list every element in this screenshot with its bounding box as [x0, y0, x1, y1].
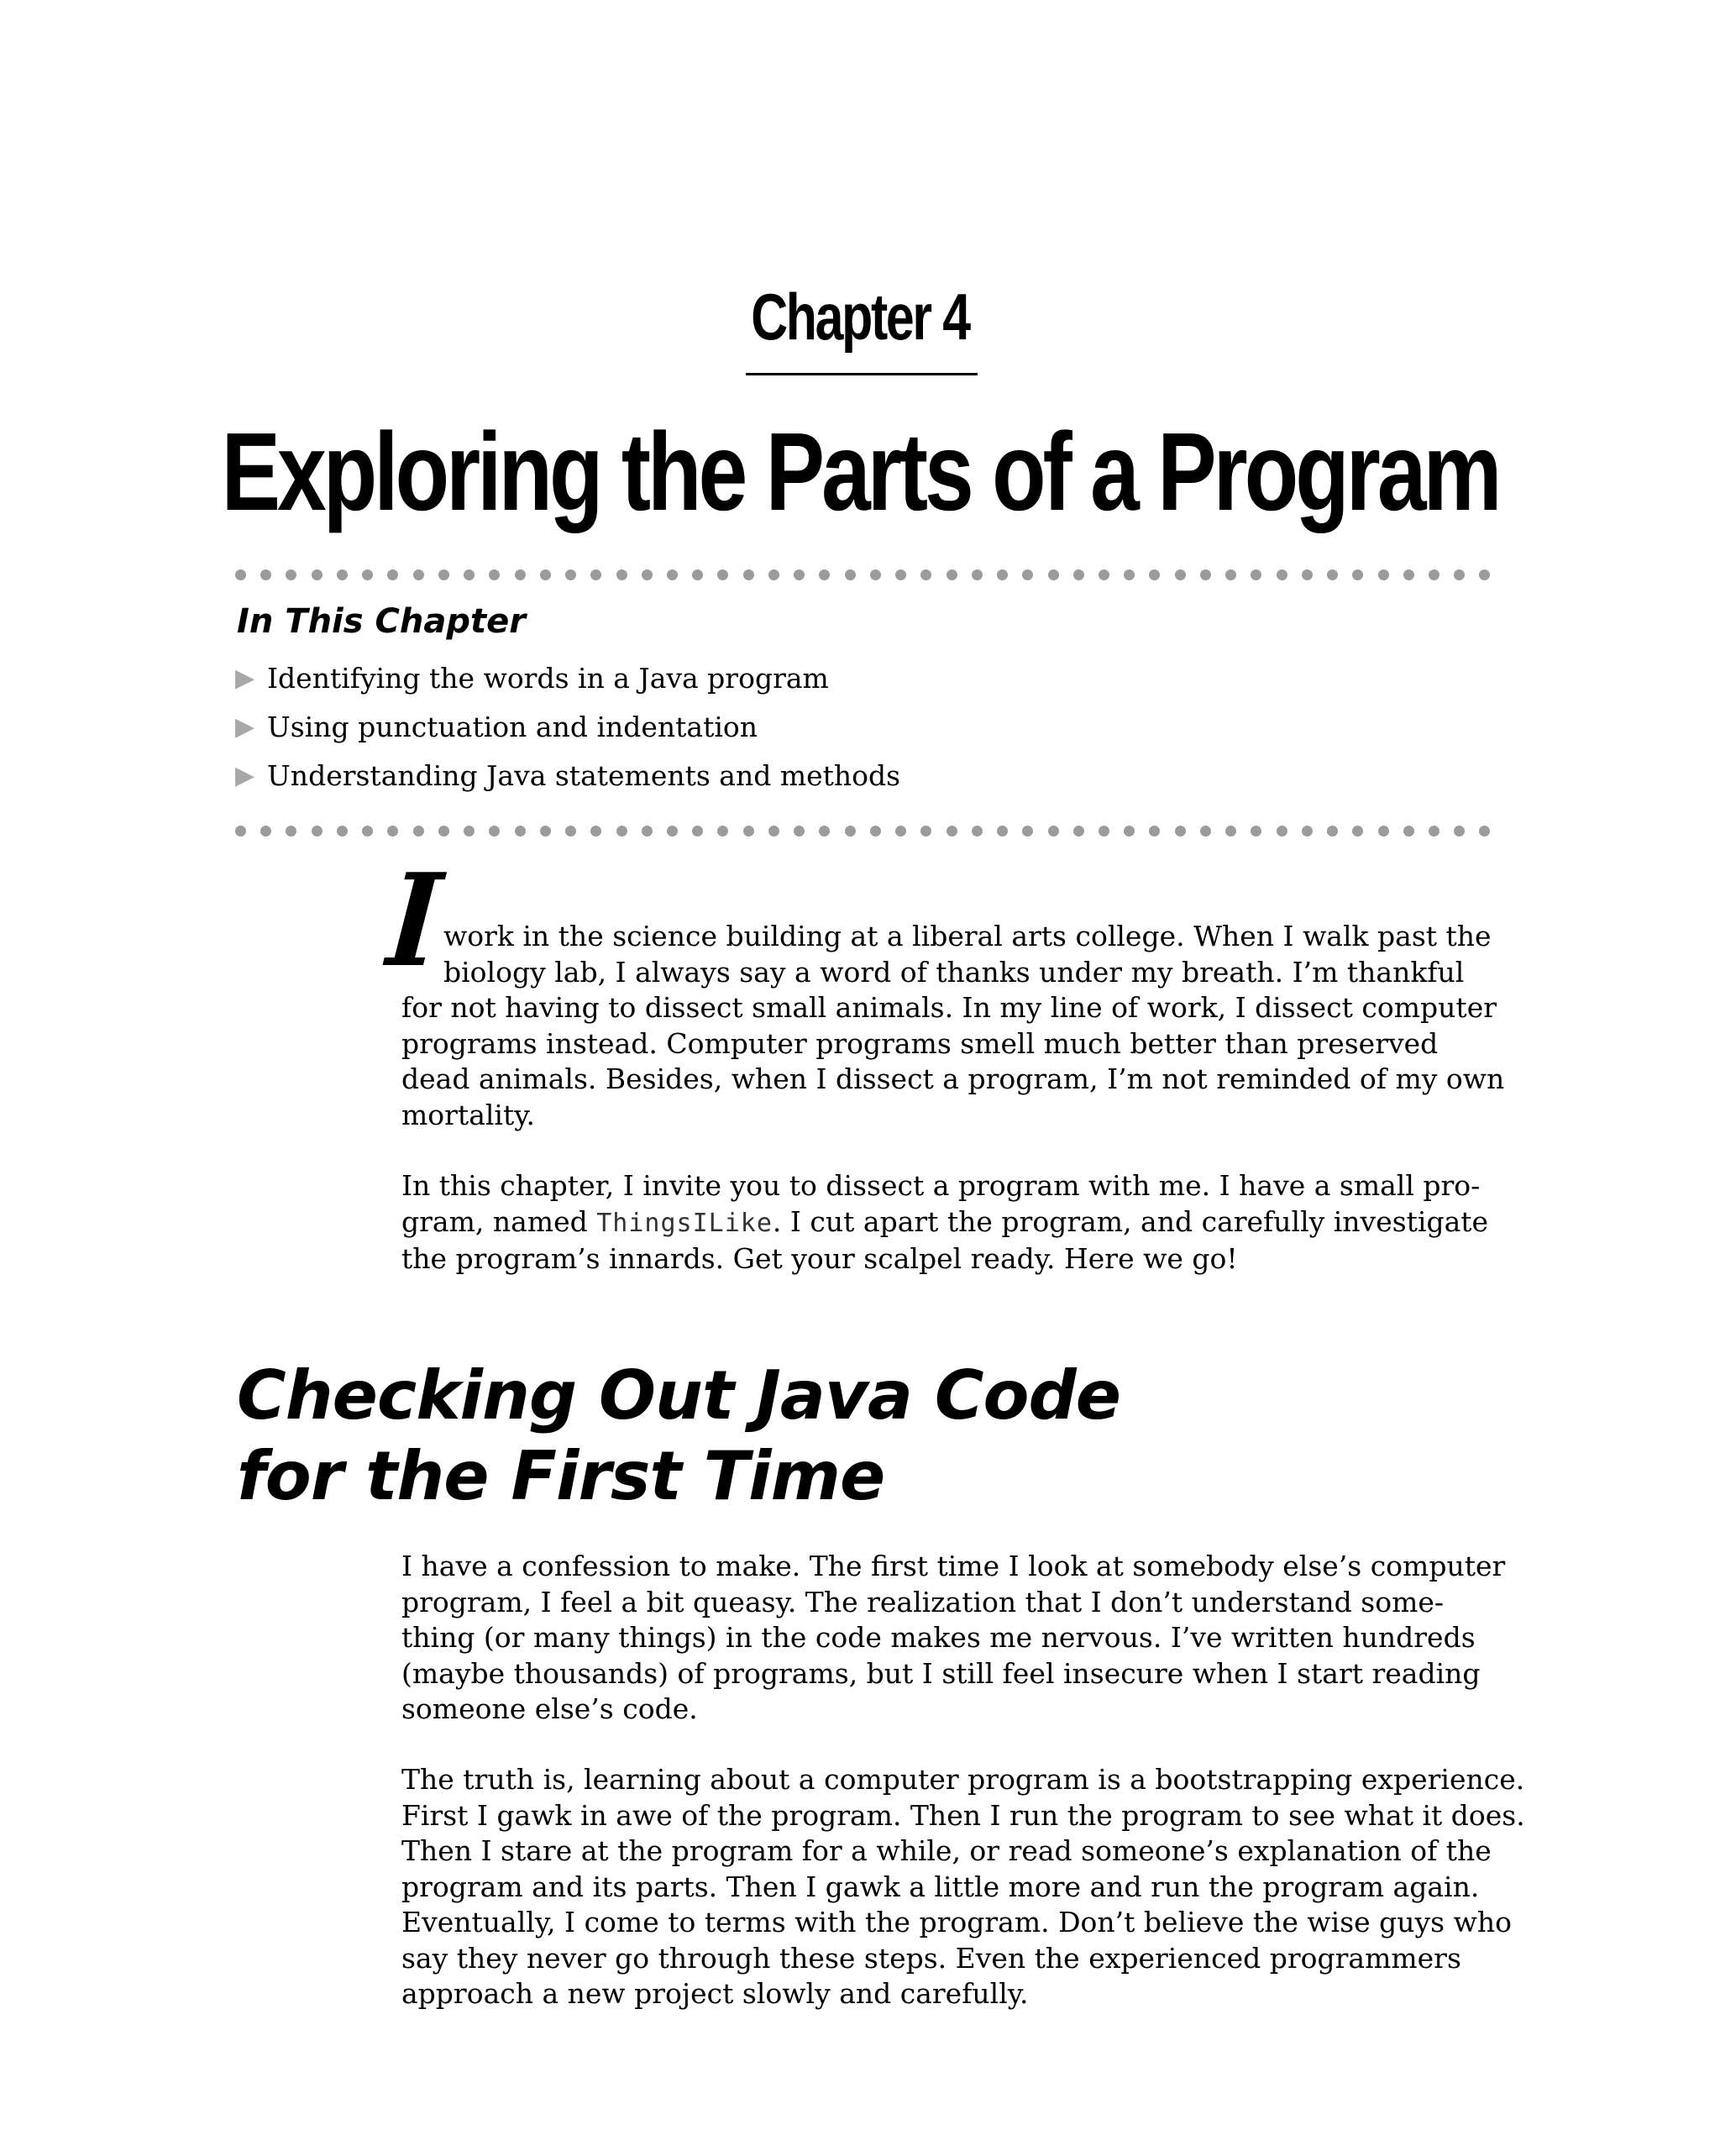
intro-paragraph-1 [401, 919, 1505, 1133]
divider-dot [438, 569, 449, 580]
divider-dot [1175, 826, 1186, 837]
text-line: someone else’s code. [401, 1692, 698, 1725]
divider-dot [337, 826, 348, 837]
divider-dot [642, 826, 653, 837]
divider-dot [1454, 826, 1465, 837]
chapter-underline [746, 373, 978, 375]
divider-dot [692, 826, 703, 837]
text-line: for not having to dissect small animals. In my line of work, I dissect computer [401, 991, 1497, 1024]
divider-dot [413, 826, 424, 837]
divider-dot [1048, 569, 1059, 580]
divider-dot [565, 569, 576, 580]
divider-dot [413, 569, 424, 580]
divider-dot [1225, 569, 1236, 580]
divider-dot [743, 826, 754, 837]
text-fragment: . I cut apart the program, and carefully investigate [772, 1204, 1489, 1238]
divider-dot [768, 569, 779, 580]
topic-text: Identifying the words in a Java program [267, 662, 829, 695]
chapter-title: Exploring the Parts of a Program [221, 410, 1499, 533]
divider-dot [1073, 826, 1084, 837]
divider-dot [1479, 826, 1490, 837]
divider-dot [717, 569, 728, 580]
divider-dot [337, 569, 348, 580]
divider-dot [1175, 569, 1186, 580]
divider-dot [1048, 826, 1059, 837]
divider-dot [1352, 569, 1363, 580]
text-line: The truth is, learning about a computer program is a bootstrapping experience. [401, 1763, 1525, 1796]
divider-dot [1378, 569, 1389, 580]
divider-dot [1099, 569, 1109, 580]
divider-dot [920, 569, 931, 580]
text-line: In this chapter, I invite you to dissect a program with me. I have a small pro- [401, 1169, 1481, 1202]
divider-dot [260, 569, 271, 580]
list-item [235, 755, 900, 804]
divider-dot [972, 826, 983, 837]
divider-dot [362, 826, 373, 837]
divider-dot [1251, 569, 1261, 580]
divider-dot [794, 826, 805, 837]
divider-dot [362, 569, 373, 580]
text-line: say they never go through these steps. Even the experienced programmers [401, 1941, 1461, 1975]
divider-dot [1277, 826, 1287, 837]
divider-dot [1454, 569, 1465, 580]
divider-dot [997, 826, 1008, 837]
divider-dot [1251, 826, 1261, 837]
dotted-divider-bottom [235, 825, 1491, 837]
triangle-bullet-icon: ▶ [235, 712, 255, 742]
chapter-label: Chapter 4 [751, 280, 969, 354]
triangle-bullet-icon: ▶ [235, 761, 255, 790]
divider-dot [819, 569, 830, 580]
divider-dot [870, 569, 881, 580]
topic-text: Understanding Java statements and methods [267, 759, 901, 792]
divider-dot [312, 569, 322, 580]
divider-dot [1429, 826, 1439, 837]
text-line: First I gawk in awe of the program. Then I run the program to see what it does. [401, 1798, 1525, 1832]
divider-dot [845, 826, 856, 837]
divider-dot [590, 826, 601, 837]
divider-dot [1378, 826, 1389, 837]
divider-dot [743, 569, 754, 580]
divider-dot [489, 569, 500, 580]
triangle-bullet-icon: ▶ [235, 664, 255, 693]
divider-dot [464, 826, 475, 837]
divider-dot [895, 569, 906, 580]
chapter-topics-list [235, 658, 900, 804]
divider-dot [845, 569, 856, 580]
divider-dot [1327, 826, 1338, 837]
text-line: Eventually, I come to terms with the program. Don’t believe the wise guys who [401, 1906, 1512, 1938]
divider-dot [1403, 826, 1414, 837]
drop-cap: I [382, 845, 447, 995]
divider-dot [616, 826, 627, 837]
divider-dot [1124, 569, 1135, 580]
text-line: thing (or many things) in the code makes me nervous. I’ve written hundreds [401, 1621, 1476, 1654]
divider-dot [235, 826, 246, 837]
divider-dot [667, 826, 678, 837]
divider-dot [1149, 569, 1160, 580]
divider-dot [438, 826, 449, 837]
text-line: program and its parts. Then I gawk a little more and run the program again. [401, 1870, 1480, 1903]
divider-dot [972, 569, 983, 580]
divider-dot [1302, 569, 1313, 580]
divider-dot [1327, 569, 1338, 580]
divider-dot [1022, 569, 1033, 580]
divider-dot [260, 826, 271, 837]
divider-dot [997, 569, 1008, 580]
divider-dot [565, 826, 576, 837]
text-line: program, I feel a bit queasy. The realization that I don’t understand some- [401, 1585, 1445, 1618]
divider-dot [667, 569, 678, 580]
intro-paragraph-2 [401, 1168, 1502, 1277]
divider-dot [794, 569, 805, 580]
divider-dot [515, 569, 526, 580]
divider-dot [387, 826, 398, 837]
divider-dot [286, 569, 296, 580]
section-heading [237, 1356, 1120, 1517]
divider-dot [947, 826, 957, 837]
text-line: programs instead. Computer programs smell much better than preserved [401, 1026, 1439, 1060]
divider-dot [1302, 826, 1313, 837]
text-fragment: gram, named [401, 1204, 597, 1238]
list-item [235, 706, 900, 755]
divider-dot [717, 826, 728, 837]
divider-dot [464, 569, 475, 580]
divider-dot [920, 826, 931, 837]
section-paragraph-2 [401, 1762, 1525, 2012]
text-line: I have a confession to make. The first time I look at somebody else’s computer [401, 1550, 1506, 1582]
divider-dot [1149, 826, 1160, 837]
text-line: dead animals. Besides, when I dissect a program, I’m not reminded of my own [401, 1062, 1505, 1095]
divider-dot [1022, 826, 1033, 837]
text-line [401, 1204, 1502, 1242]
divider-dot [1225, 826, 1236, 837]
divider-dot [489, 826, 500, 837]
dotted-divider-top [235, 569, 1491, 580]
text-line: biology lab, I always say a word of thanks under my breath. I’m thankful [443, 955, 1465, 989]
divider-dot [590, 569, 601, 580]
divider-dot [692, 569, 703, 580]
divider-dot [895, 826, 906, 837]
text-line: mortality. [401, 1098, 535, 1131]
divider-dot [1403, 569, 1414, 580]
divider-dot [387, 569, 398, 580]
divider-dot [312, 826, 322, 837]
divider-dot [515, 826, 526, 837]
divider-dot [1277, 569, 1287, 580]
text-line: Then I stare at the program for a while, or read someone’s explanation of the [401, 1834, 1492, 1867]
divider-dot [286, 826, 296, 837]
heading-line: for the First Time [237, 1437, 885, 1515]
code-identifier: ThingsILike [596, 1208, 773, 1238]
topic-text: Using punctuation and indentation [267, 711, 758, 743]
divider-dot [1099, 826, 1109, 837]
divider-dot [1479, 569, 1490, 580]
divider-dot [819, 826, 830, 837]
divider-dot [642, 569, 653, 580]
text-line: (maybe thousands) of programs, but I still feel insecure when I start reading [401, 1656, 1481, 1690]
heading-line: Checking Out Java Code [237, 1356, 1121, 1435]
in-this-chapter-heading: In This Chapter [237, 602, 526, 641]
text-line: work in the science building at a liberal arts college. When I walk past the [443, 920, 1492, 952]
divider-dot [1352, 826, 1363, 837]
divider-dot [768, 826, 779, 837]
divider-dot [540, 569, 551, 580]
divider-dot [540, 826, 551, 837]
divider-dot [1429, 569, 1439, 580]
divider-dot [1124, 826, 1135, 837]
text-line: approach a new project slowly and carefully. [401, 1977, 1029, 2010]
divider-dot [235, 569, 246, 580]
divider-dot [1073, 569, 1084, 580]
text-line: the program’s innards. Get your scalpel ready. Here we go! [401, 1242, 1238, 1275]
list-item [235, 658, 900, 706]
divider-dot [616, 569, 627, 580]
section-paragraph-1 [401, 1549, 1506, 1728]
divider-dot [870, 826, 881, 837]
divider-dot [1200, 569, 1211, 580]
divider-dot [1200, 826, 1211, 837]
divider-dot [947, 569, 957, 580]
